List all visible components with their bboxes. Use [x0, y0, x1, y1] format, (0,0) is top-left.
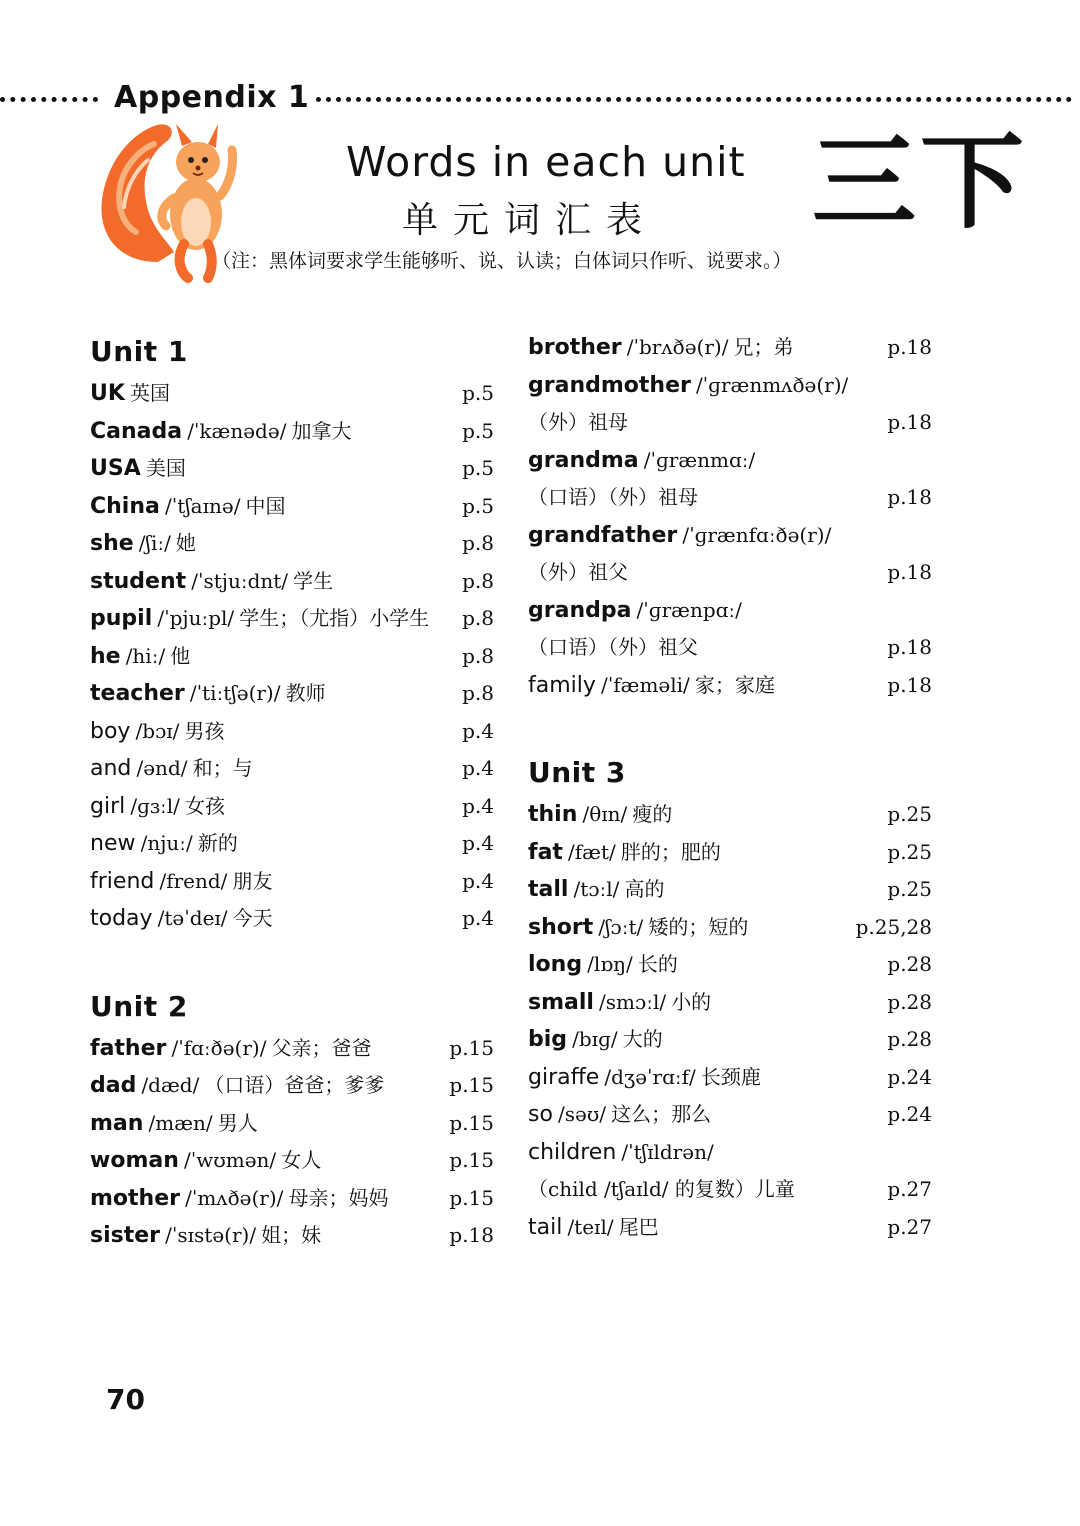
vocab-page: p.18 — [887, 410, 932, 434]
vocab-entry — [90, 866, 494, 904]
vocab-entry — [90, 1070, 494, 1108]
vocab-word: China — [90, 493, 160, 519]
vocab-word: sister — [90, 1223, 161, 1248]
vocab-word: grandfather — [528, 522, 678, 548]
vocab-page: p.5 — [462, 418, 494, 443]
vocab-page: p.15 — [449, 1148, 494, 1172]
vocab-word: woman — [90, 1148, 179, 1173]
vocab-phonetic: /ˈkænədə/ — [187, 418, 287, 443]
vocab-entry — [528, 520, 932, 558]
vocab-meaning: 教师 — [285, 681, 326, 705]
vocab-word: he — [90, 643, 121, 669]
vocab-entry — [90, 416, 494, 454]
vocab-word: father — [90, 1035, 167, 1061]
vocab-entry — [528, 1062, 932, 1100]
vocab-meaning: （外）祖父 — [528, 560, 628, 584]
vocab-entry — [528, 1174, 932, 1212]
vocab-word: brother — [528, 335, 622, 360]
vocab-entry — [90, 566, 494, 604]
vocab-page: p.8 — [462, 531, 494, 555]
vocab-page: p.8 — [462, 606, 494, 630]
vocab-page: p.25 — [887, 877, 932, 901]
vocab-page: p.4 — [462, 718, 494, 743]
vocab-entry — [528, 1137, 932, 1175]
unit-heading: Unit 1 — [90, 335, 188, 368]
vocab-entry — [528, 1024, 932, 1062]
vocab-phonetic: /ˈwʊmən/ — [183, 1148, 277, 1172]
vocab-page: p.15 — [449, 1185, 494, 1210]
vocab-phonetic: /ˈtʃaɪnə/ — [164, 493, 241, 518]
vocab-word: girl — [90, 793, 126, 819]
vocab-meaning: 女孩 — [185, 793, 226, 818]
vocab-meaning: 姐；妹 — [261, 1223, 322, 1247]
vocab-word: UK — [90, 381, 125, 406]
vocab-entry — [528, 482, 932, 520]
vocab-entry — [528, 987, 932, 1025]
vocab-page: p.18 — [449, 1223, 494, 1247]
vocab-entry — [528, 557, 932, 595]
vocab-word: USA — [90, 456, 141, 481]
vocab-word: grandmother — [528, 372, 691, 398]
vocab-phonetic: /ˈpjuːpl/ — [157, 606, 235, 630]
vocab-page: p.5 — [462, 493, 494, 518]
vocab-entry — [90, 603, 494, 641]
vocab-meaning: 英国 — [130, 381, 171, 405]
vocab-phonetic: /lɒŋ/ — [587, 952, 633, 976]
vocab-word: she — [90, 531, 134, 556]
vocab-word: tail — [528, 1214, 563, 1240]
vocab-word: small — [528, 989, 594, 1015]
vocab-meaning: 和；与 — [192, 756, 253, 780]
vocab-meaning: 父亲；爸爸 — [271, 1035, 372, 1060]
vocab-word: boy — [90, 718, 131, 744]
vocab-phonetic: /ʃɔːt/ — [598, 914, 644, 939]
appendix-title: Appendix 1 — [114, 80, 310, 115]
vocab-page: p.24 — [887, 1102, 932, 1126]
vocab-phonetic: /ˈsɪstə(r)/ — [165, 1223, 257, 1247]
vocab-page: p.28 — [887, 952, 932, 976]
vocab-entry — [90, 453, 494, 491]
vocab-meaning: （口语）（外）祖父 — [528, 635, 698, 659]
vocab-meaning: 美国 — [145, 456, 186, 480]
vocab-phonetic: /frend/ — [159, 868, 228, 893]
vocab-page: p.5 — [462, 456, 494, 480]
vocab-meaning: （口语）爸爸；爹爹 — [204, 1073, 385, 1097]
vocab-word: Canada — [90, 418, 183, 444]
vocab-word: new — [90, 831, 136, 856]
vocab-word: grandpa — [528, 597, 632, 623]
vocab-meaning: 今天 — [232, 906, 273, 930]
vocab-word: student — [90, 568, 187, 594]
vocab-phonetic: /ˈɡrænfɑːðə(r)/ — [682, 522, 832, 547]
vocab-phonetic: /ˈfæməli/ — [601, 672, 690, 697]
vocab-meaning: 男人 — [217, 1110, 258, 1135]
vocab-phonetic: /hiː/ — [125, 643, 166, 668]
vocab-entry — [528, 370, 932, 408]
vocab-meaning: 学生；（尤指）小学生 — [239, 606, 430, 630]
vocab-meaning: （外）祖母 — [528, 410, 628, 434]
vocab-entry — [90, 1220, 494, 1258]
vocab-phonetic: /tɔːl/ — [573, 877, 620, 901]
vocab-meaning: 朋友 — [232, 868, 273, 893]
vocab-phonetic: /dʒəˈrɑːf/ — [604, 1064, 696, 1089]
vocab-page: p.4 — [462, 793, 494, 818]
vocab-entry — [90, 753, 494, 791]
vocab-meaning: 她 — [175, 531, 196, 555]
vocab-word: fat — [528, 839, 563, 865]
vocab-entry — [528, 799, 932, 837]
vocab-phonetic: /ənd/ — [136, 756, 188, 780]
vocab-meaning: 中国 — [245, 493, 286, 518]
grade-label: 三下 — [812, 121, 1029, 243]
vocab-word: tall — [528, 877, 569, 902]
vocab-phonetic: /bɔɪ/ — [135, 718, 180, 743]
vocab-phonetic: /smɔːl/ — [599, 989, 667, 1014]
vocab-phonetic: /təˈdeɪ/ — [157, 906, 228, 930]
vocab-list — [528, 332, 932, 707]
vocab-entry — [90, 1145, 494, 1183]
vocab-word: thin — [528, 802, 578, 827]
vocab-list — [90, 1033, 494, 1258]
vocab-entry — [90, 641, 494, 679]
vocab-page: p.27 — [887, 1177, 932, 1201]
vocab-page: p.4 — [462, 756, 494, 780]
vocab-word: teacher — [90, 681, 185, 706]
vocab-page: p.15 — [449, 1110, 494, 1135]
page-number: 70 — [106, 1383, 145, 1416]
vocab-entry — [528, 912, 932, 950]
vocab-word: man — [90, 1110, 144, 1136]
vocab-phonetic: /ˈmʌðə(r)/ — [185, 1185, 284, 1210]
vocab-entry — [528, 837, 932, 875]
vocab-word: so — [528, 1102, 553, 1127]
vocab-entry — [90, 1108, 494, 1146]
vocab-page: p.5 — [462, 381, 494, 405]
vocab-meaning: 胖的；肥的 — [620, 839, 721, 864]
vocab-meaning: 兄；弟 — [733, 335, 794, 359]
vocab-meaning: 瘦的 — [632, 802, 673, 826]
vocab-entry — [528, 632, 932, 670]
vocab-meaning: （child /tʃaɪld/ 的复数）儿童 — [528, 1177, 795, 1201]
vocab-list — [528, 799, 932, 1249]
vocab-phonetic: /θɪn/ — [582, 802, 628, 826]
vocab-meaning: 他 — [170, 643, 191, 668]
vocab-phonetic: /bɪɡ/ — [572, 1027, 618, 1051]
vocab-meaning: 小的 — [671, 989, 712, 1014]
vocab-word: grandma — [528, 447, 639, 473]
vocab-entry — [528, 1212, 932, 1250]
vocab-word: family — [528, 672, 596, 698]
vocab-meaning: 加拿大 — [291, 418, 352, 443]
vocab-page: p.18 — [887, 485, 932, 509]
vocab-page: p.15 — [449, 1073, 494, 1097]
vocab-word: giraffe — [528, 1064, 600, 1090]
vocab-entry — [90, 678, 494, 716]
left-column — [90, 332, 494, 1258]
vocab-page: p.27 — [887, 1214, 932, 1239]
vocab-entry — [90, 528, 494, 566]
vocab-entry — [90, 828, 494, 866]
vocab-phonetic: /ˈstjuːdnt/ — [191, 568, 289, 593]
title-english: Words in each unit — [346, 138, 746, 186]
vocab-list — [90, 378, 494, 941]
right-column — [528, 332, 932, 1249]
vocab-phonetic: /mæn/ — [148, 1110, 213, 1135]
vocab-word: short — [528, 914, 594, 940]
vocab-phonetic: /ʃiː/ — [138, 531, 171, 555]
unit-heading: Unit 3 — [528, 756, 626, 789]
vocab-word: dad — [90, 1073, 137, 1098]
vocab-page: p.18 — [887, 672, 932, 697]
vocab-page: p.25 — [887, 839, 932, 864]
vocab-phonetic: /ɡɜːl/ — [130, 793, 180, 818]
vocab-entry — [90, 491, 494, 529]
vocab-entry — [528, 949, 932, 987]
vocab-meaning: 家；家庭 — [694, 672, 775, 697]
vocab-page: p.4 — [462, 868, 494, 893]
vocab-meaning: （口语）（外）祖母 — [528, 485, 698, 509]
vocab-page: p.18 — [887, 635, 932, 659]
title-chinese: 单元词汇表 — [402, 200, 658, 241]
vocab-word: today — [90, 906, 153, 931]
vocab-word: pupil — [90, 606, 153, 631]
vocab-word: big — [528, 1027, 568, 1052]
vocab-entry — [528, 874, 932, 912]
vocab-entry — [528, 445, 932, 483]
vocab-word: friend — [90, 868, 155, 894]
vocab-meaning: 长的 — [637, 952, 678, 976]
vocab-meaning: 学生 — [293, 568, 334, 593]
vocab-phonetic: /dæd/ — [141, 1073, 200, 1097]
vocab-meaning: 男孩 — [184, 718, 225, 743]
vocab-phonetic: /ˈɡrænmʌðə(r)/ — [695, 372, 849, 397]
vocab-page: p.25,28 — [855, 914, 932, 939]
vocab-phonetic: /ˈtʃɪldrən/ — [621, 1139, 714, 1164]
vocab-page: p.28 — [887, 1027, 932, 1051]
vocab-page: p.4 — [462, 831, 494, 855]
vocab-page: p.8 — [462, 681, 494, 705]
vocab-phonetic: /ˈbrʌðə(r)/ — [626, 335, 729, 359]
vocab-entry — [90, 378, 494, 416]
vocab-word: children — [528, 1139, 617, 1165]
vocab-phonetic: /fæt/ — [568, 839, 616, 864]
vocab-meaning: 大的 — [622, 1027, 663, 1051]
vocab-entry — [90, 791, 494, 829]
vocab-page: p.15 — [449, 1035, 494, 1060]
vocab-page: p.25 — [887, 802, 932, 826]
vocab-entry — [528, 670, 932, 708]
dotted-rule-left — [0, 97, 98, 102]
vocab-entry — [90, 716, 494, 754]
vocab-phonetic: /ˈtiːtʃə(r)/ — [189, 681, 281, 705]
vocab-word: mother — [90, 1185, 180, 1211]
vocab-entry — [528, 1099, 932, 1137]
vocab-entry — [90, 903, 494, 941]
vocab-entry — [90, 1183, 494, 1221]
vocab-meaning: 高的 — [624, 877, 665, 901]
vocab-word: and — [90, 756, 132, 781]
vocab-page: p.28 — [887, 989, 932, 1014]
vocab-page: p.8 — [462, 643, 494, 668]
vocab-entry — [528, 332, 932, 370]
vocab-meaning: 这么；那么 — [611, 1102, 712, 1126]
vocab-meaning: 尾巴 — [618, 1214, 659, 1239]
vocab-page: p.8 — [462, 568, 494, 593]
vocab-phonetic: /teɪl/ — [567, 1214, 614, 1239]
vocab-entry — [528, 407, 932, 445]
vocab-page: p.18 — [887, 335, 932, 359]
vocab-page: p.4 — [462, 906, 494, 930]
vocab-phonetic: /ˈɡrænpɑː/ — [636, 597, 742, 622]
vocab-meaning: 长颈鹿 — [700, 1064, 761, 1089]
vocab-page: p.18 — [887, 560, 932, 584]
vocab-phonetic: /njuː/ — [140, 831, 193, 855]
vocab-phonetic: /ˈfɑːðə(r)/ — [171, 1035, 267, 1060]
vocab-phonetic: /səʊ/ — [558, 1102, 606, 1126]
vocab-phonetic: /ˈɡrænmɑː/ — [643, 447, 756, 472]
instruction-note: （注：黑体词要求学生能够听、说、认读；白体词只作听、说要求。） — [212, 250, 792, 272]
vocab-meaning: 母亲；妈妈 — [288, 1185, 389, 1210]
vocab-entry — [528, 595, 932, 633]
vocab-meaning: 女人 — [281, 1148, 322, 1172]
vocab-entry — [90, 1033, 494, 1071]
vocab-meaning: 新的 — [197, 831, 238, 855]
vocab-meaning: 矮的；短的 — [648, 914, 749, 939]
unit-heading: Unit 2 — [90, 989, 188, 1023]
vocab-word: long — [528, 952, 583, 977]
vocab-page: p.24 — [887, 1064, 932, 1089]
